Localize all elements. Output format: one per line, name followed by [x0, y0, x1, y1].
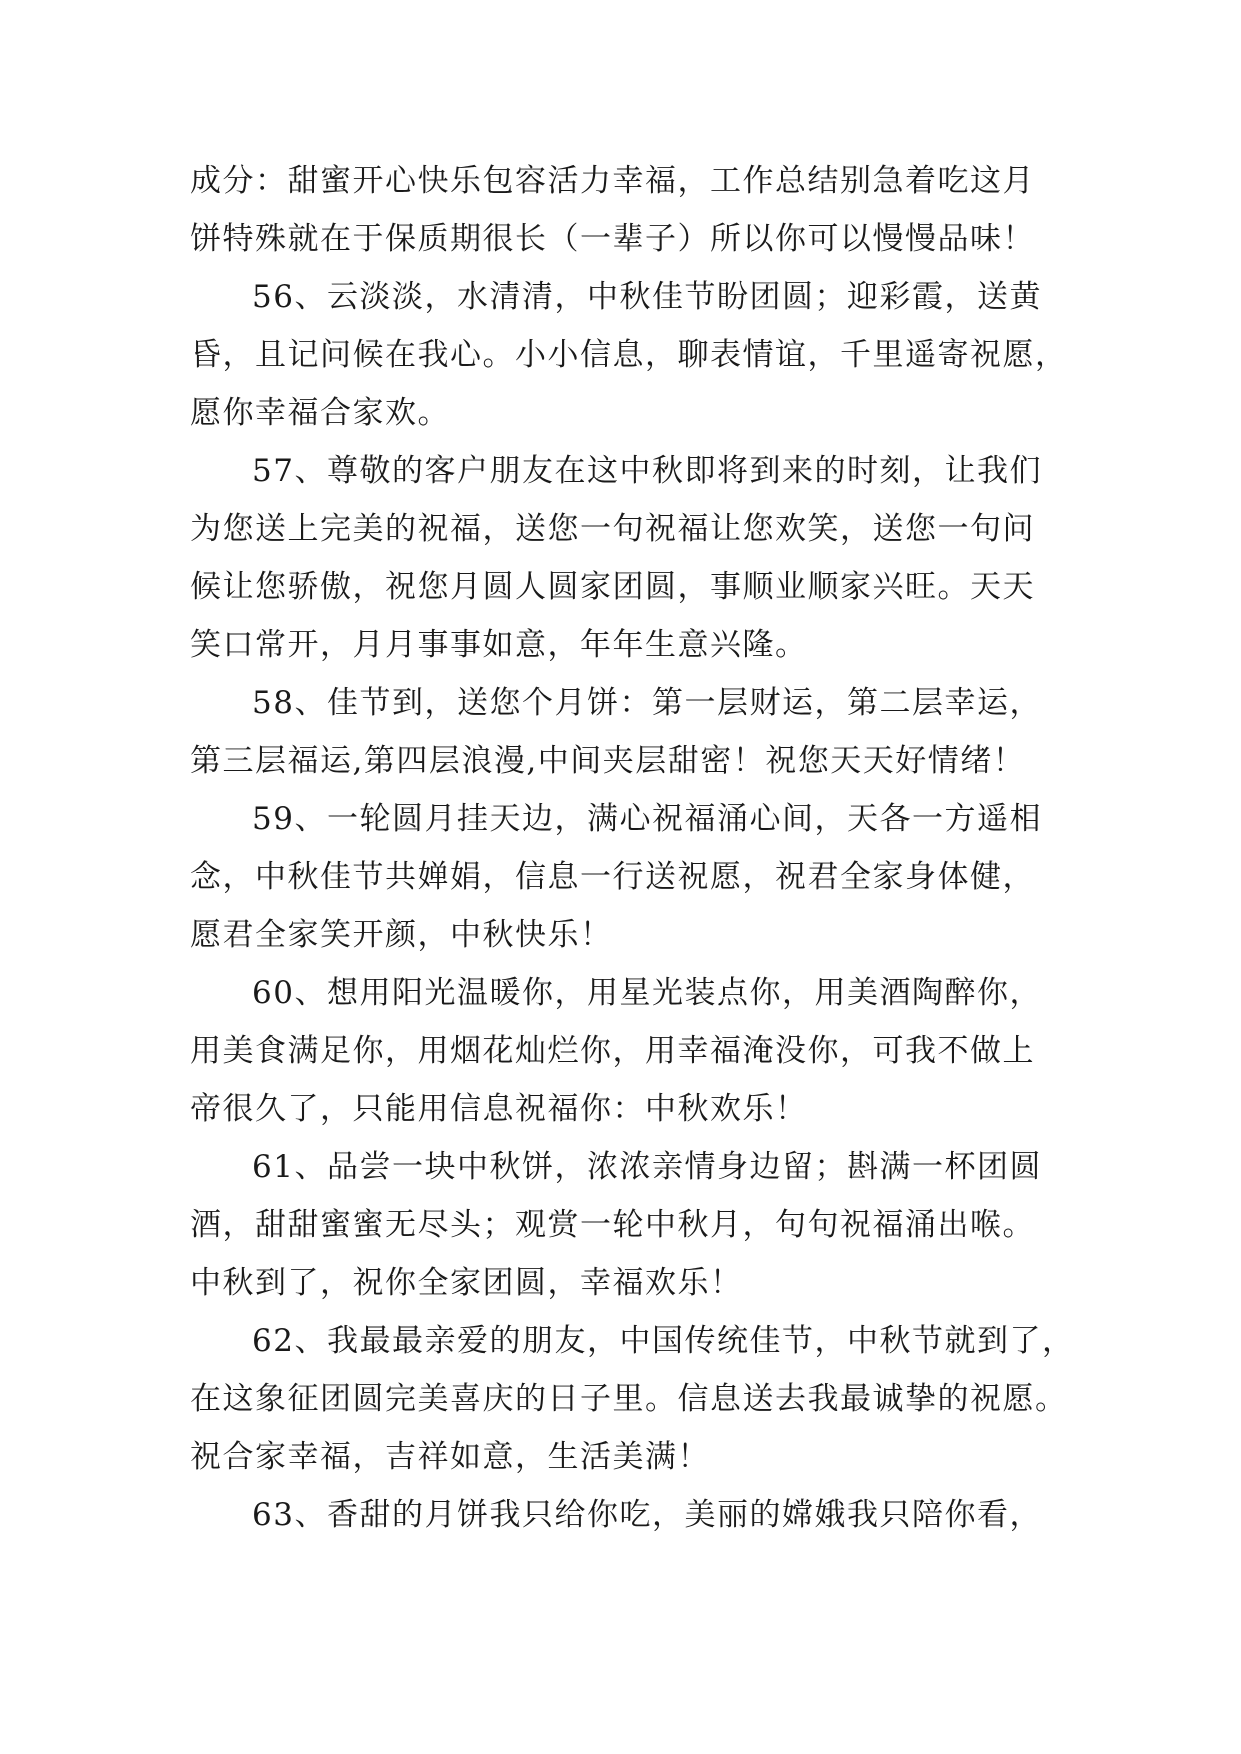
text-line: 昏，且记问候在我心。小小信息，聊表情谊，千里遥寄祝愿， — [190, 337, 1068, 373]
text-line: 祝合家幸福，吉祥如意，生活美满！ — [190, 1439, 710, 1475]
text-line: 成分：甜蜜开心快乐包容活力幸福，工作总结别急着吃这月 — [190, 163, 1035, 199]
paragraph-start-line: 58、佳节到，送您个月饼：第一层财运，第二层幸运， — [252, 685, 1042, 721]
text-line: 饼特殊就在于保质期很长（一辈子）所以你可以慢慢品味！ — [190, 221, 1035, 257]
paragraph-start-line: 62、我最最亲爱的朋友，中国传统佳节，中秋节就到了， — [252, 1323, 1075, 1359]
text-line: 酒，甜甜蜜蜜无尽头；观赏一轮中秋月，句句祝福涌出喉。 — [190, 1207, 1035, 1243]
text-line: 笑口常开，月月事事如意，年年生意兴隆。 — [190, 627, 808, 663]
paragraph-start-line: 56、云淡淡，水清清，中秋佳节盼团圆；迎彩霞，送黄 — [252, 279, 1042, 315]
text-line: 念，中秋佳节共婵娟，信息一行送祝愿，祝君全家身体健， — [190, 859, 1035, 895]
text-line: 愿君全家笑开颜，中秋快乐！ — [190, 917, 613, 953]
paragraph-start-line: 60、想用阳光温暖你，用星光装点你，用美酒陶醉你， — [252, 975, 1042, 1011]
text-line: 第三层福运,第四层浪漫,中间夹层甜密！祝您天天好情绪！ — [190, 743, 1026, 779]
text-line: 用美食满足你，用烟花灿烂你，用幸福淹没你，可我不做上 — [190, 1033, 1035, 1069]
paragraph-start-line: 61、品尝一块中秋饼，浓浓亲情身边留；斟满一杯团圆 — [252, 1149, 1042, 1185]
document-body — [190, 152, 1075, 1544]
text-line: 帝很久了，只能用信息祝福你：中秋欢乐！ — [190, 1091, 808, 1127]
paragraph-start-line: 63、香甜的月饼我只给你吃，美丽的嫦娥我只陪你看， — [252, 1497, 1042, 1533]
text-line: 候让您骄傲，祝您月圆人圆家团圆，事顺业顺家兴旺。天天 — [190, 569, 1035, 605]
text-line: 为您送上完美的祝福，送您一句祝福让您欢笑，送您一句问 — [190, 511, 1035, 547]
text-line: 在这象征团圆完美喜庆的日子里。信息送去我最诚挚的祝愿。 — [190, 1381, 1068, 1417]
text-line: 愿你幸福合家欢。 — [190, 395, 450, 431]
paragraph-start-line: 57、尊敬的客户朋友在这中秋即将到来的时刻，让我们 — [252, 453, 1042, 489]
paragraph-start-line: 59、一轮圆月挂天边，满心祝福涌心间，天各一方遥相 — [252, 801, 1042, 837]
text-line: 中秋到了，祝你全家团圆，幸福欢乐！ — [190, 1265, 743, 1301]
